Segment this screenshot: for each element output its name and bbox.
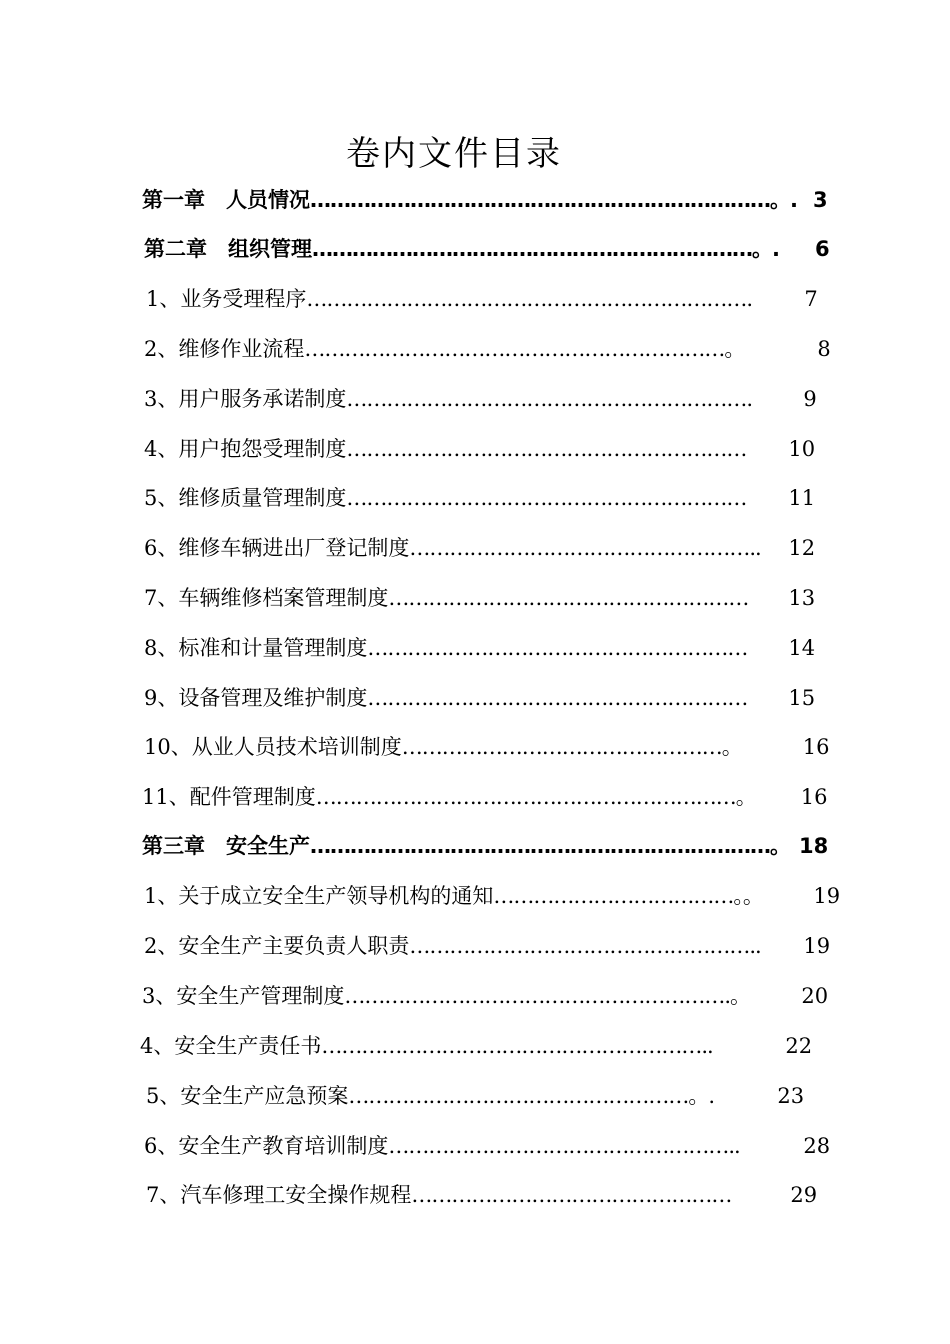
- toc-leader: ……………………………………………………: [346, 437, 747, 461]
- toc-entry-text: 4、安全生产责任书: [140, 1034, 322, 1058]
- toc-entry-text: 10、从业人员技术培训制度: [144, 735, 402, 759]
- toc-entry-text: 5、安全生产应急预案: [146, 1084, 349, 1108]
- toc-leader: …………………………………………………….: [346, 387, 753, 411]
- toc-item: [144, 429, 819, 469]
- toc-chapter: [142, 180, 832, 220]
- toc-entry-text: 6、维修车辆进出厂登记制度: [144, 536, 410, 560]
- toc-leader: ………………………………………………….。: [344, 984, 751, 1008]
- toc-item: [144, 578, 819, 618]
- toc-leader: ………………………………………………………….: [306, 287, 753, 311]
- toc-entry-text: 6、安全生产教育培训制度: [144, 1134, 389, 1158]
- toc-page-number: 10: [788, 437, 816, 461]
- toc-entry-text: 3、用户服务承诺制度: [144, 387, 347, 411]
- toc-item: [140, 1026, 816, 1066]
- toc-item: [146, 1076, 808, 1116]
- toc-page-number: 15: [788, 686, 816, 710]
- toc-entry-text: 1、业务受理程序: [146, 287, 307, 311]
- toc-page-number: 28: [803, 1134, 831, 1158]
- toc-leader: …………………………………………。: [401, 735, 742, 759]
- toc-page-number: 29: [790, 1183, 818, 1207]
- toc-entry-text: 2、安全生产主要负责人职责: [144, 934, 410, 958]
- toc-page-number: 3: [813, 188, 828, 212]
- toc-item: [146, 1175, 821, 1215]
- toc-page-number: 23: [777, 1084, 805, 1108]
- toc-leader: …………………………………………………..: [321, 1034, 713, 1058]
- toc-item: [144, 727, 834, 767]
- toc-entry-text: 8、标准和计量管理制度: [144, 636, 368, 660]
- toc-leader: …………………………………………………: [367, 686, 748, 710]
- page-title: 卷内文件目录: [346, 134, 562, 174]
- toc-chapter: [142, 826, 832, 866]
- toc-page-number: 19: [813, 884, 841, 908]
- toc-page-number: 9: [803, 387, 817, 411]
- toc-item: [146, 279, 821, 319]
- toc-item: [144, 876, 844, 916]
- toc-leader: ………………………………。。: [493, 884, 763, 908]
- toc-leader: ……………………………………………..: [388, 1134, 740, 1158]
- toc-entry-text: 4、用户抱怨受理制度: [144, 437, 347, 461]
- toc-chapter: [144, 229, 834, 269]
- toc-leader: ……………………………………………………………。.: [310, 188, 797, 212]
- toc-item: [144, 1126, 834, 1166]
- toc-entry-text: 11、配件管理制度: [142, 785, 316, 809]
- toc-leader: ……………………………………………。.: [348, 1084, 715, 1108]
- toc-entry-text: 3、安全生产管理制度: [142, 984, 345, 1008]
- toc-leader: ………………………………………………………。: [315, 785, 756, 809]
- toc-page-number: 7: [804, 287, 818, 311]
- toc-leader: ………………………………………………………。: [304, 337, 745, 361]
- toc-page-number: 16: [800, 785, 828, 809]
- toc-leader: ……………………………………………..: [409, 536, 761, 560]
- toc-leader: …………………………………………………………。.: [312, 237, 779, 261]
- toc-page-number: 13: [788, 586, 816, 610]
- toc-item: [144, 678, 819, 718]
- toc-entry-text: 第二章 组织管理: [144, 237, 312, 261]
- toc-page-number: 19: [803, 934, 831, 958]
- toc-leader: ……………………………………………………: [346, 486, 747, 510]
- toc-leader: ……………………………………………..: [409, 934, 761, 958]
- toc-entry-text: 7、车辆维修档案管理制度: [144, 586, 389, 610]
- toc-entry-text: 5、维修质量管理制度: [144, 486, 347, 510]
- toc-entry-text: 9、设备管理及维护制度: [144, 686, 368, 710]
- toc-page-number: 12: [788, 536, 816, 560]
- toc-page-number: 14: [788, 636, 816, 660]
- toc-entry-text: 第一章 人员情况: [142, 188, 310, 212]
- toc-page-number: 8: [817, 337, 831, 361]
- toc-leader: ……………………………………………………………。: [310, 834, 790, 858]
- toc-leader: …………………………………………………: [367, 636, 748, 660]
- toc-leader: ………………………………………………: [388, 586, 749, 610]
- toc-entry-text: 1、关于成立安全生产领导机构的通知: [144, 884, 494, 908]
- toc-page-number: 6: [815, 237, 830, 261]
- toc-entry-text: 7、汽车修理工安全操作规程: [146, 1183, 412, 1207]
- toc-item: [144, 926, 834, 966]
- toc-page-number: 18: [799, 834, 829, 858]
- toc-item: [142, 976, 832, 1016]
- toc-page-number: 16: [802, 735, 830, 759]
- toc-item: [144, 628, 819, 668]
- toc-page-number: 20: [801, 984, 829, 1008]
- toc-item: [144, 379, 820, 419]
- toc-leader: …………………………………………: [411, 1183, 732, 1207]
- toc-entry-text: 第三章 安全生产: [142, 834, 310, 858]
- toc-item: [144, 329, 834, 369]
- toc-entry-text: 2、维修作业流程: [144, 337, 305, 361]
- toc-page-number: 11: [788, 486, 816, 510]
- toc-page-number: 22: [785, 1034, 813, 1058]
- toc-item: [142, 777, 832, 817]
- toc-item: [144, 478, 819, 518]
- toc-item: [144, 528, 819, 568]
